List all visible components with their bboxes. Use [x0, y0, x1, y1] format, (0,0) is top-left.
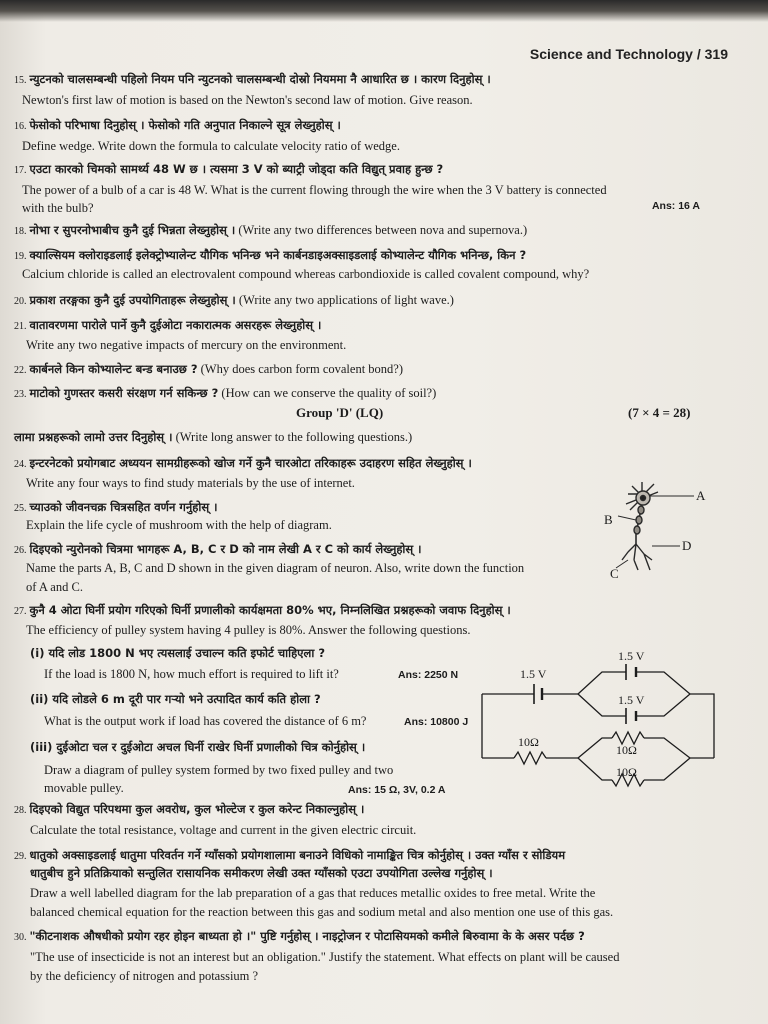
neuron-label-c: C	[610, 566, 619, 580]
q24-english: Write any four ways to find study materials by the use of internet.	[26, 476, 355, 490]
q26-nepali: 26. दिइएको न्युरोनको चित्रमा भागहरू A, B, C र D को नाम लेखी A र C को कार्य लेख्नुहोस् ।	[14, 542, 422, 556]
q28-answer: Ans: 15 Ω, 3V, 0.2 A	[348, 784, 446, 796]
q27-iii-english-line2: movable pulley.	[44, 781, 124, 795]
group-d-title: Group 'D' (LQ)	[296, 405, 384, 420]
q29-nepali-line2: धातुबीच हुने प्रतिक्रियाको सन्तुलित रासायनिक समीकरण लेखी उक्त ग्याँसको एउटा उपयोगिता उल्लेख गर्नुहोस् ।	[30, 866, 493, 880]
q27-iii-nepali: (iii) दुईओटा चल र दुईओटा अचल घिर्नी राखेर घिर्नी प्रणालीको चित्र कोर्नुहोस् ।	[30, 740, 366, 754]
q16-english: Define wedge. Write down the formula to calculate velocity ratio of wedge.	[22, 139, 400, 153]
q27-ii-nepali: (ii) यदि लोडले 6 m दूरी पार गर्‍यो भने उत्पादित कार्य कति होला ?	[30, 692, 321, 706]
q24-nepali: 24. इन्टरनेटको प्रयोगबाट अध्ययन सामग्रीहरूको खोज गर्ने कुनै चारओटा तरिकाहरू उदाहरण सहित लेख्नुहोस् ।	[14, 456, 472, 470]
page-top-shadow	[0, 0, 768, 22]
q30-nepali: 30. "कीटनाशक औषधीको प्रयोग रहर होइन बाध्यता हो ।" पुष्टि गर्नुहोस् । नाइट्रोजन र पोटासियमको कमीले बिरुवामा के के असर पर्दछ ?	[14, 929, 585, 943]
q29-nepali-line1: 29. धातुको अक्साइडलाई धातुमा परिवर्तन गर्ने ग्याँसको प्रयोगशालामा बनाउने विधिको नामाङ्कित चित्र कोर्नुहोस् । उक्त ग्याँस र सोडियम	[14, 848, 566, 862]
q27-english: The efficiency of pulley system having 4 pulley is 80%. Answer the following questions.	[26, 623, 471, 637]
q23: 23. माटोको गुणस्तर कसरी संरक्षण गर्न सकिन्छ ? (How can we conserve the quality of soil?)	[14, 386, 437, 400]
circuit-label-resistor-3: 10Ω	[616, 765, 637, 779]
q19-english: Calcium chloride is called an electrovalent compound whereas carbondioxide is called covalent compound, why?	[22, 267, 590, 281]
q17-english-line2: with the bulb?	[22, 201, 94, 215]
neuron-label-d: D	[682, 538, 692, 553]
q26-english-line2: of A and C.	[26, 580, 83, 594]
q27-ii-english: What is the output work if load has covered the distance of 6 m?	[44, 714, 367, 728]
q30-english-line1: "The use of insecticide is not an interest but an obligation." Justify the statement. What effects on plant will be caused	[30, 950, 620, 964]
q21-nepali: 21. वातावरणमा पारोले पार्ने कुनै दुईओटा नकारात्मक असरहरू लेख्नुहोस् ।	[14, 318, 322, 332]
circuit-label-battery-3: 1.5 V	[618, 693, 645, 707]
neuron-label-b: B	[604, 512, 613, 527]
q27-i-nepali: (i) यदि लोड 1800 N भए त्यसलाई उचाल्न कति इफोर्ट चाहिएला ?	[30, 646, 325, 660]
q27-i-answer: Ans: 2250 N	[398, 669, 459, 681]
q27-nepali: 27. कुनै 4 ओटा घिर्नी प्रयोग गरिएको घिर्नी प्रणालीको कार्यक्षमता 80% भए, निम्नलिखित प्रश्नहरूको जवाफ दिनुहोस् ।	[14, 603, 511, 617]
neuron-diagram	[598, 480, 718, 580]
q30-english-line2: by the deficiency of nitrogen and potassium ?	[30, 969, 259, 983]
q27-i-english: If the load is 1800 N, how much effort is required to lift it?	[44, 667, 339, 681]
q18: 18. नोभा र सुपरनोभाबीच कुनै दुई भिन्नता लेख्नुहोस् । (Write any two differences between nova and supernova.)	[14, 223, 528, 237]
q15-nepali: 15. न्युटनको चालसम्बन्धी पहिलो नियम पनि न्युटनको चालसम्बन्धी दोस्रो नियममा नै आधारित छ । कारण दिनुहोस् ।	[14, 72, 491, 86]
q27-iii-english-line1: Draw a diagram of pulley system formed by two fixed pulley and two	[44, 763, 394, 777]
q27-ii-answer: Ans: 10800 J	[404, 716, 469, 728]
group-d-marks: (7 × 4 = 28)	[628, 405, 691, 420]
circuit-label-battery-1: 1.5 V	[520, 667, 547, 681]
q28-english: Calculate the total resistance, voltage and current in the given electric circuit.	[30, 823, 417, 837]
group-d-instruction: लामा प्रश्नहरूको लामो उत्तर दिनुहोस् । (Write long answer to the following questions.)	[14, 430, 413, 444]
q22: 22. कार्बनले किन कोभ्यालेन्ट बन्ड बनाउछ ? (Why does carbon form covalent bond?)	[14, 362, 403, 376]
q28-nepali: 28. दिइएको विद्युत परिपथमा कुल अवरोध, कुल भोल्टेज र कुल करेन्ट निकाल्नुहोस् ।	[14, 802, 365, 816]
circuit-label-resistor-1: 10Ω	[518, 735, 539, 749]
circuit-diagram	[478, 648, 718, 798]
q29-english-line2: balanced chemical equation for the reaction between this gas and sodium metal and also mention one use of this gas.	[30, 905, 614, 919]
neuron-label-a: A	[696, 488, 706, 503]
q17-nepali: 17. एउटा कारको चिमको सामर्थ्य 48 W छ । त्यसमा 3 V को ब्याट्री जोड्दा कति विद्युत् प्रवाह हुन्छ ?	[14, 162, 444, 176]
q21-english: Write any two negative impacts of mercury on the environment.	[26, 338, 347, 352]
q25-english: Explain the life cycle of mushroom with the help of diagram.	[26, 518, 332, 532]
q17-english-line1: The power of a bulb of a car is 48 W. What is the current flowing through the wire when the 3 V battery is connected	[22, 183, 607, 197]
circuit-label-battery-2: 1.5 V	[618, 649, 645, 663]
q17-answer: Ans: 16 A	[651, 200, 700, 212]
q20: 20. प्रकाश तरङ्गका कुनै दुई उपयोगिताहरू लेख्नुहोस् । (Write any two applications of light wave.)	[14, 293, 454, 307]
q15-english: Newton's first law of motion is based on the Newton's second law of motion. Give reason.	[22, 93, 473, 107]
q25-nepali: 25. च्याउको जीवनचक्र चित्रसहित वर्णन गर्नुहोस् ।	[14, 500, 218, 514]
circuit-label-resistor-2: 10Ω	[616, 743, 637, 757]
q16-nepali: 16. फेसोको परिभाषा दिनुहोस् । फेसोको गति अनुपात निकाल्ने सूत्र लेख्नुहोस् ।	[14, 118, 341, 132]
page-header: Science and Technology / 319	[529, 46, 728, 62]
q19-nepali: 19. क्याल्सियम क्लोराइडलाई इलेक्ट्रोभ्यालेन्ट यौगिक भनिन्छ भने कार्बनडाइअक्साइडलाई कोभ्यालेन्ट यौगिक भनिन्छ, किन ?	[14, 248, 527, 262]
q26-english-line1: Name the parts A, B, C and D shown in the given diagram of neuron. Also, write down the function	[26, 561, 525, 575]
q29-english-line1: Draw a well labelled diagram for the lab preparation of a gas that reduces metallic oxides to free metal. Write the	[30, 886, 596, 900]
